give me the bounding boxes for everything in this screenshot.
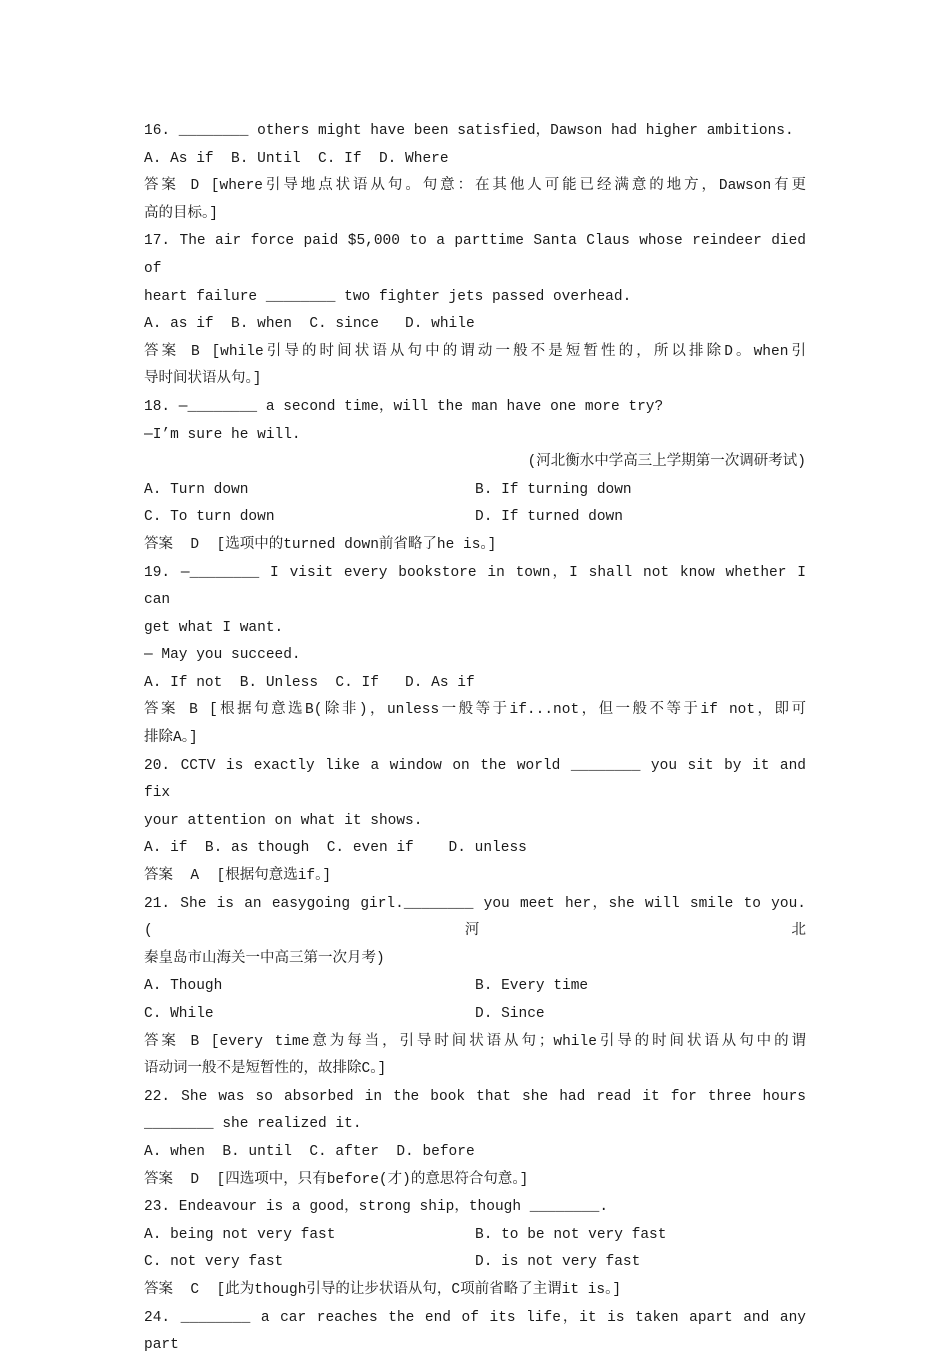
question-text: 22. She was so absorbed in the book that she had read it for three hours [144,1088,806,1105]
option-a: A. Though [144,978,223,995]
question-text: 24. ________ a car reaches the end of its life，it is taken apart and any part [144,1309,806,1354]
answer-line: 高的目标。] [144,205,218,222]
answer-line: 答案 D [选项中的turned down前省略了he is。] [144,536,497,553]
options-row [144,1222,806,1250]
answer-line: 导时间状语从句。] [144,371,262,388]
answer-line: 答案 B [根据句意选B(除非)，unless一般等于if...not，但一般不等于if not，即可 [144,702,806,719]
question-text: heart failure ________ two fighter jets passed overhead. [144,288,632,305]
question-text: 20. CCTV is exactly like a window on the world ________ you sit by it and fix [144,757,806,802]
question-19 [144,560,806,753]
question-21 [144,891,806,1084]
options-row [144,973,806,1001]
options-row [144,504,806,532]
option-c: C. not very fast [144,1254,284,1271]
options-line: A. when B. until C. after D. before [144,1143,475,1160]
answer-line: 答案 D [四选项中，只有before(才)的意思符合句意。] [144,1171,529,1188]
options-row [144,1249,806,1277]
answer-line: 答案 B [while引导的时间状语从句中的谓动一般不是短暂性的，所以排除D。when引 [144,343,806,360]
question-text: 17. The air force paid $5,000 to a parttime Santa Claus whose reindeer died of [144,233,806,277]
question-20 [144,753,806,891]
option-c: C. To turn down [144,509,275,526]
question-text: 19. —________ I visit every bookstore in town，I shall not know whether I can [144,564,806,609]
question-text: 18. —________ a second time，will the man have one more try? [144,398,664,415]
question-text: 秦皇岛市山海关一中高三第一次月考) [144,950,385,967]
answer-line: 答案 D [where引导地点状语从句。句意：在其他人可能已经满意的地方，Dawson有更 [144,178,806,195]
question-text: — May you succeed. [144,647,301,664]
question-22 [144,1084,806,1194]
options-line: A. If not B. Unless C. If D. As if [144,674,475,691]
option-a: A. being not very fast [144,1226,336,1243]
question-23 [144,1194,806,1304]
question-text: your attention on what it shows. [144,812,423,829]
options-row [144,477,806,505]
answer-line: 答案 B [every time意为每当，引导时间状语从句；while引导的时间状语从句中的谓 [144,1033,806,1050]
option-d: D. is not very fast [475,1254,641,1271]
option-a: A. Turn down [144,481,249,498]
question-source: (河北衡水中学高三上学期第一次调研考试) [527,454,806,471]
question-17 [144,228,806,394]
options-line: A. As if B. Until C. If D. Where [144,150,449,167]
question-18 [144,394,806,560]
option-c: C. While [144,1006,214,1022]
answer-line: 答案 C [此为though引导的让步状语从句，C项前省略了主谓it is。] [144,1281,622,1298]
question-24 [144,1305,806,1360]
answer-line: 语动词一般不是短暂性的，故排除C。] [144,1061,387,1078]
answer-line: 排除A。] [144,730,198,747]
options-line: A. as if B. when C. since D. while [144,316,475,333]
option-d: D. Since [475,1006,545,1022]
document-page [144,118,806,1360]
options-row [144,1001,806,1029]
question-text: 16. ________ others might have been satisfied，Dawson had higher ambitions. [144,123,794,139]
option-b: B. Every time [475,978,589,995]
answer-line: 答案 A [根据句意选if。] [144,868,332,885]
question-text: get what I want. [144,619,284,636]
option-d: D. If turned down [475,509,623,526]
option-b: B. to be not very fast [475,1226,667,1243]
question-text: 23. Endeavour is a good，strong ship，though ________. [144,1199,609,1216]
question-text: —I’m sure he will. [144,426,301,443]
question-text: 21. She is an easygoing girl.________ you meet her，she will smile to you.(河北 [144,895,806,940]
options-line: A. if B. as though C. even if D. unless [144,840,527,857]
question-16 [144,118,806,228]
option-b: B. If turning down [475,481,632,498]
question-text: ________ she realized it. [144,1116,362,1133]
